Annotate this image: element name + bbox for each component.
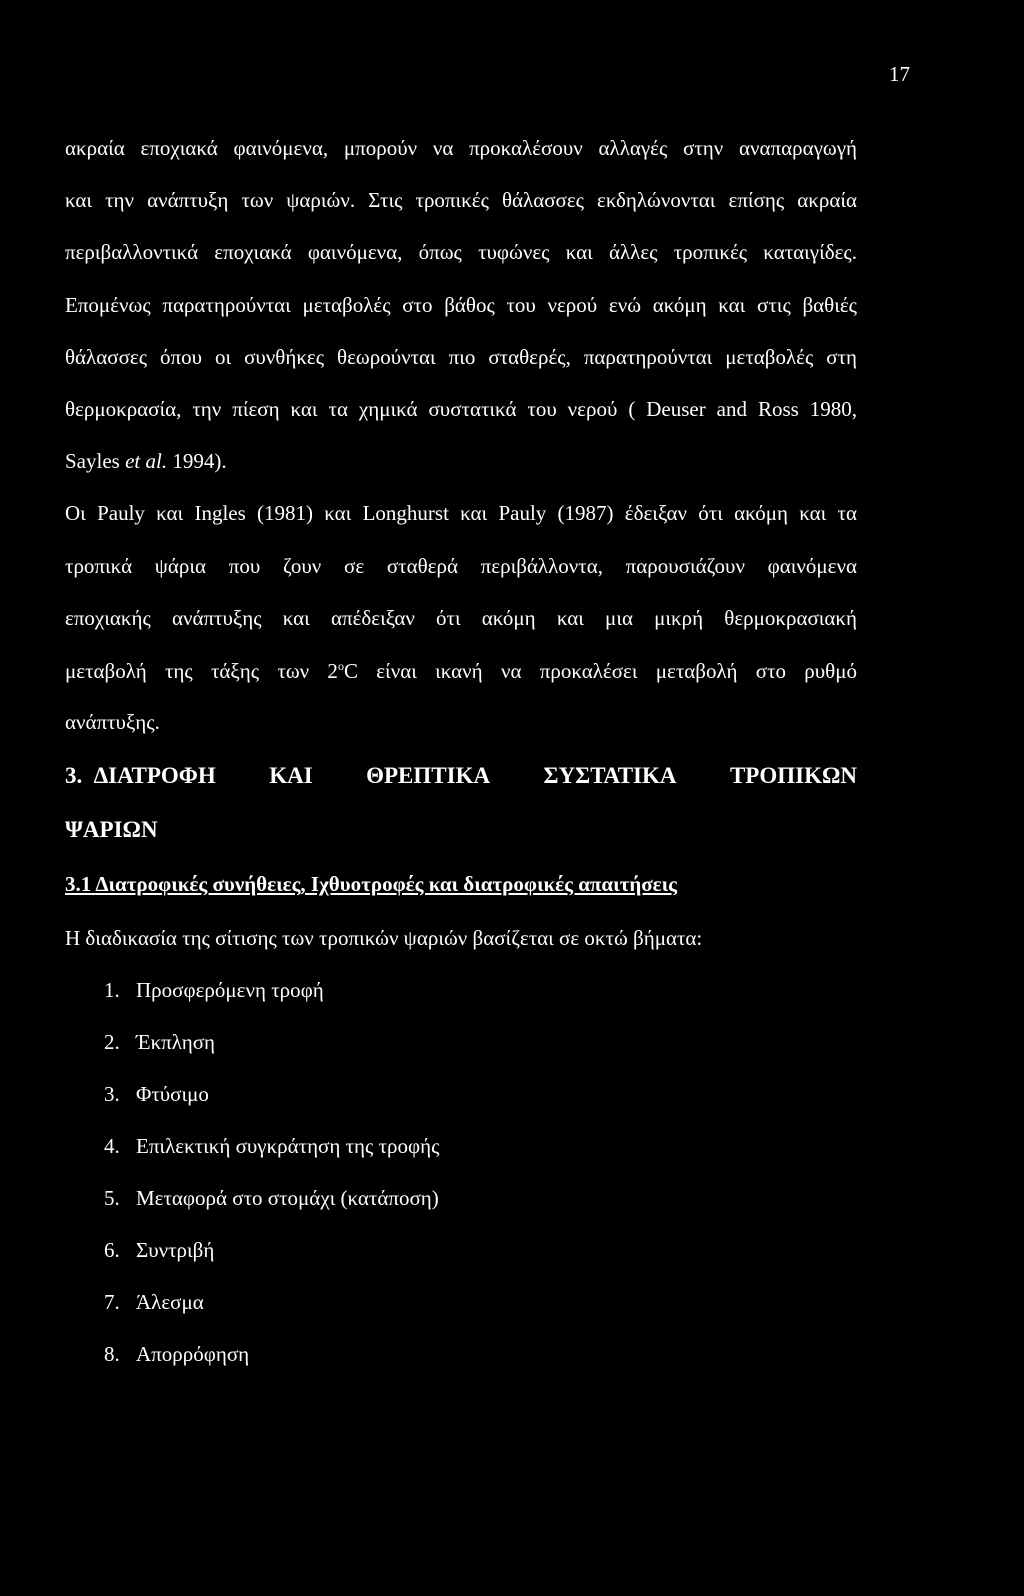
text-line: τροπικά ψάρια που ζουν σε σταθερά περιβάλλοντα, παρουσιάζουν φαινόμενα: [65, 554, 857, 578]
text-span: μεταβολή της τάξης των 2: [65, 659, 338, 683]
intro-text: Η διαδικασία της σίτισης των τροπικών ψαριών βασίζεται σε οκτώ βήματα:: [65, 926, 703, 950]
text-span: C είναι ικανή να προκαλέσει μεταβολή στο ρυθμό: [343, 659, 858, 683]
subsection-heading: [65, 874, 677, 895]
text-line: Επομένως παρατηρούνται μεταβολές στο βάθος του νερού ενώ ακόμη και στις βαθιές: [65, 293, 857, 317]
list-item: 6. Συντριβή: [104, 1238, 215, 1262]
heading-word: ΘΡΕΠΤΙΚΑ: [366, 763, 491, 788]
heading-word: ΚΑΙ: [269, 763, 313, 788]
text-line: [65, 451, 227, 472]
list-item: 8. Απορρόφηση: [104, 1342, 250, 1366]
text-span: 1994).: [167, 449, 227, 473]
heading-word: ΣΥΣΤΑΤΙΚΑ: [543, 763, 677, 788]
list-item: 5. Μεταφορά στο στομάχι (κατάποση): [104, 1186, 439, 1210]
italic-span: et al.: [125, 449, 168, 473]
page-number: 17: [889, 62, 910, 86]
list-item: 1. Προσφερόμενη τροφή: [104, 978, 324, 1002]
list-item: 2. Έκπληση: [104, 1030, 216, 1054]
text-line: ανάπτυξης.: [65, 710, 160, 734]
heading-word: 3. ΔΙΑΤΡΟΦΗ: [65, 763, 216, 788]
heading-line-2: ΨΑΡΙΩΝ: [65, 817, 158, 842]
subsection-title: Διατροφικές συνήθειες, Ιχθυοτροφές και διατροφικές απαιτήσεις: [95, 872, 678, 896]
text-line: θερμοκρασία, την πίεση και τα χημικά συστατικά του νερού ( Deuser and Ross 1980,: [65, 397, 857, 421]
heading-word: ΤΡΟΠΙΚΩΝ: [729, 763, 857, 788]
subsection-number: 3.1: [65, 872, 92, 896]
text-line: και την ανάπτυξη των ψαριών. Στις τροπικές θάλασσες εκδηλώνονται επίσης ακραία: [65, 188, 857, 212]
text-line: Οι Pauly και Ingles (1981) και Longhurst και Pauly (1987) έδειξαν ότι ακόμη και τα: [65, 501, 857, 525]
superscript: ο: [337, 659, 344, 673]
list-item: 3. Φτύσιμο: [104, 1082, 209, 1106]
heading-line-1: [65, 764, 857, 787]
text-span: Sayles: [65, 449, 126, 473]
text-line: [65, 660, 857, 682]
text-line: εποχιακής ανάπτυξης και απέδειξαν ότι ακόμη και μια μικρή θερμοκρασιακή: [65, 606, 857, 630]
text-line: θάλασσες όπου οι συνθήκες θεωρούνται πιο σταθερές, παρατηρούνται μεταβολές στη: [65, 345, 857, 369]
list-item: 7. Άλεσμα: [104, 1290, 204, 1314]
text-line: περιβαλλοντικά εποχιακά φαινόμενα, όπως τυφώνες και άλλες τροπικές καταιγίδες.: [65, 240, 857, 264]
text-line: ακραία εποχιακά φαινόμενα, μπορούν να προκαλέσουν αλλαγές στην αναπαραγωγή: [65, 136, 857, 160]
list-item: 4. Επιλεκτική συγκράτηση της τροφής: [104, 1134, 440, 1158]
